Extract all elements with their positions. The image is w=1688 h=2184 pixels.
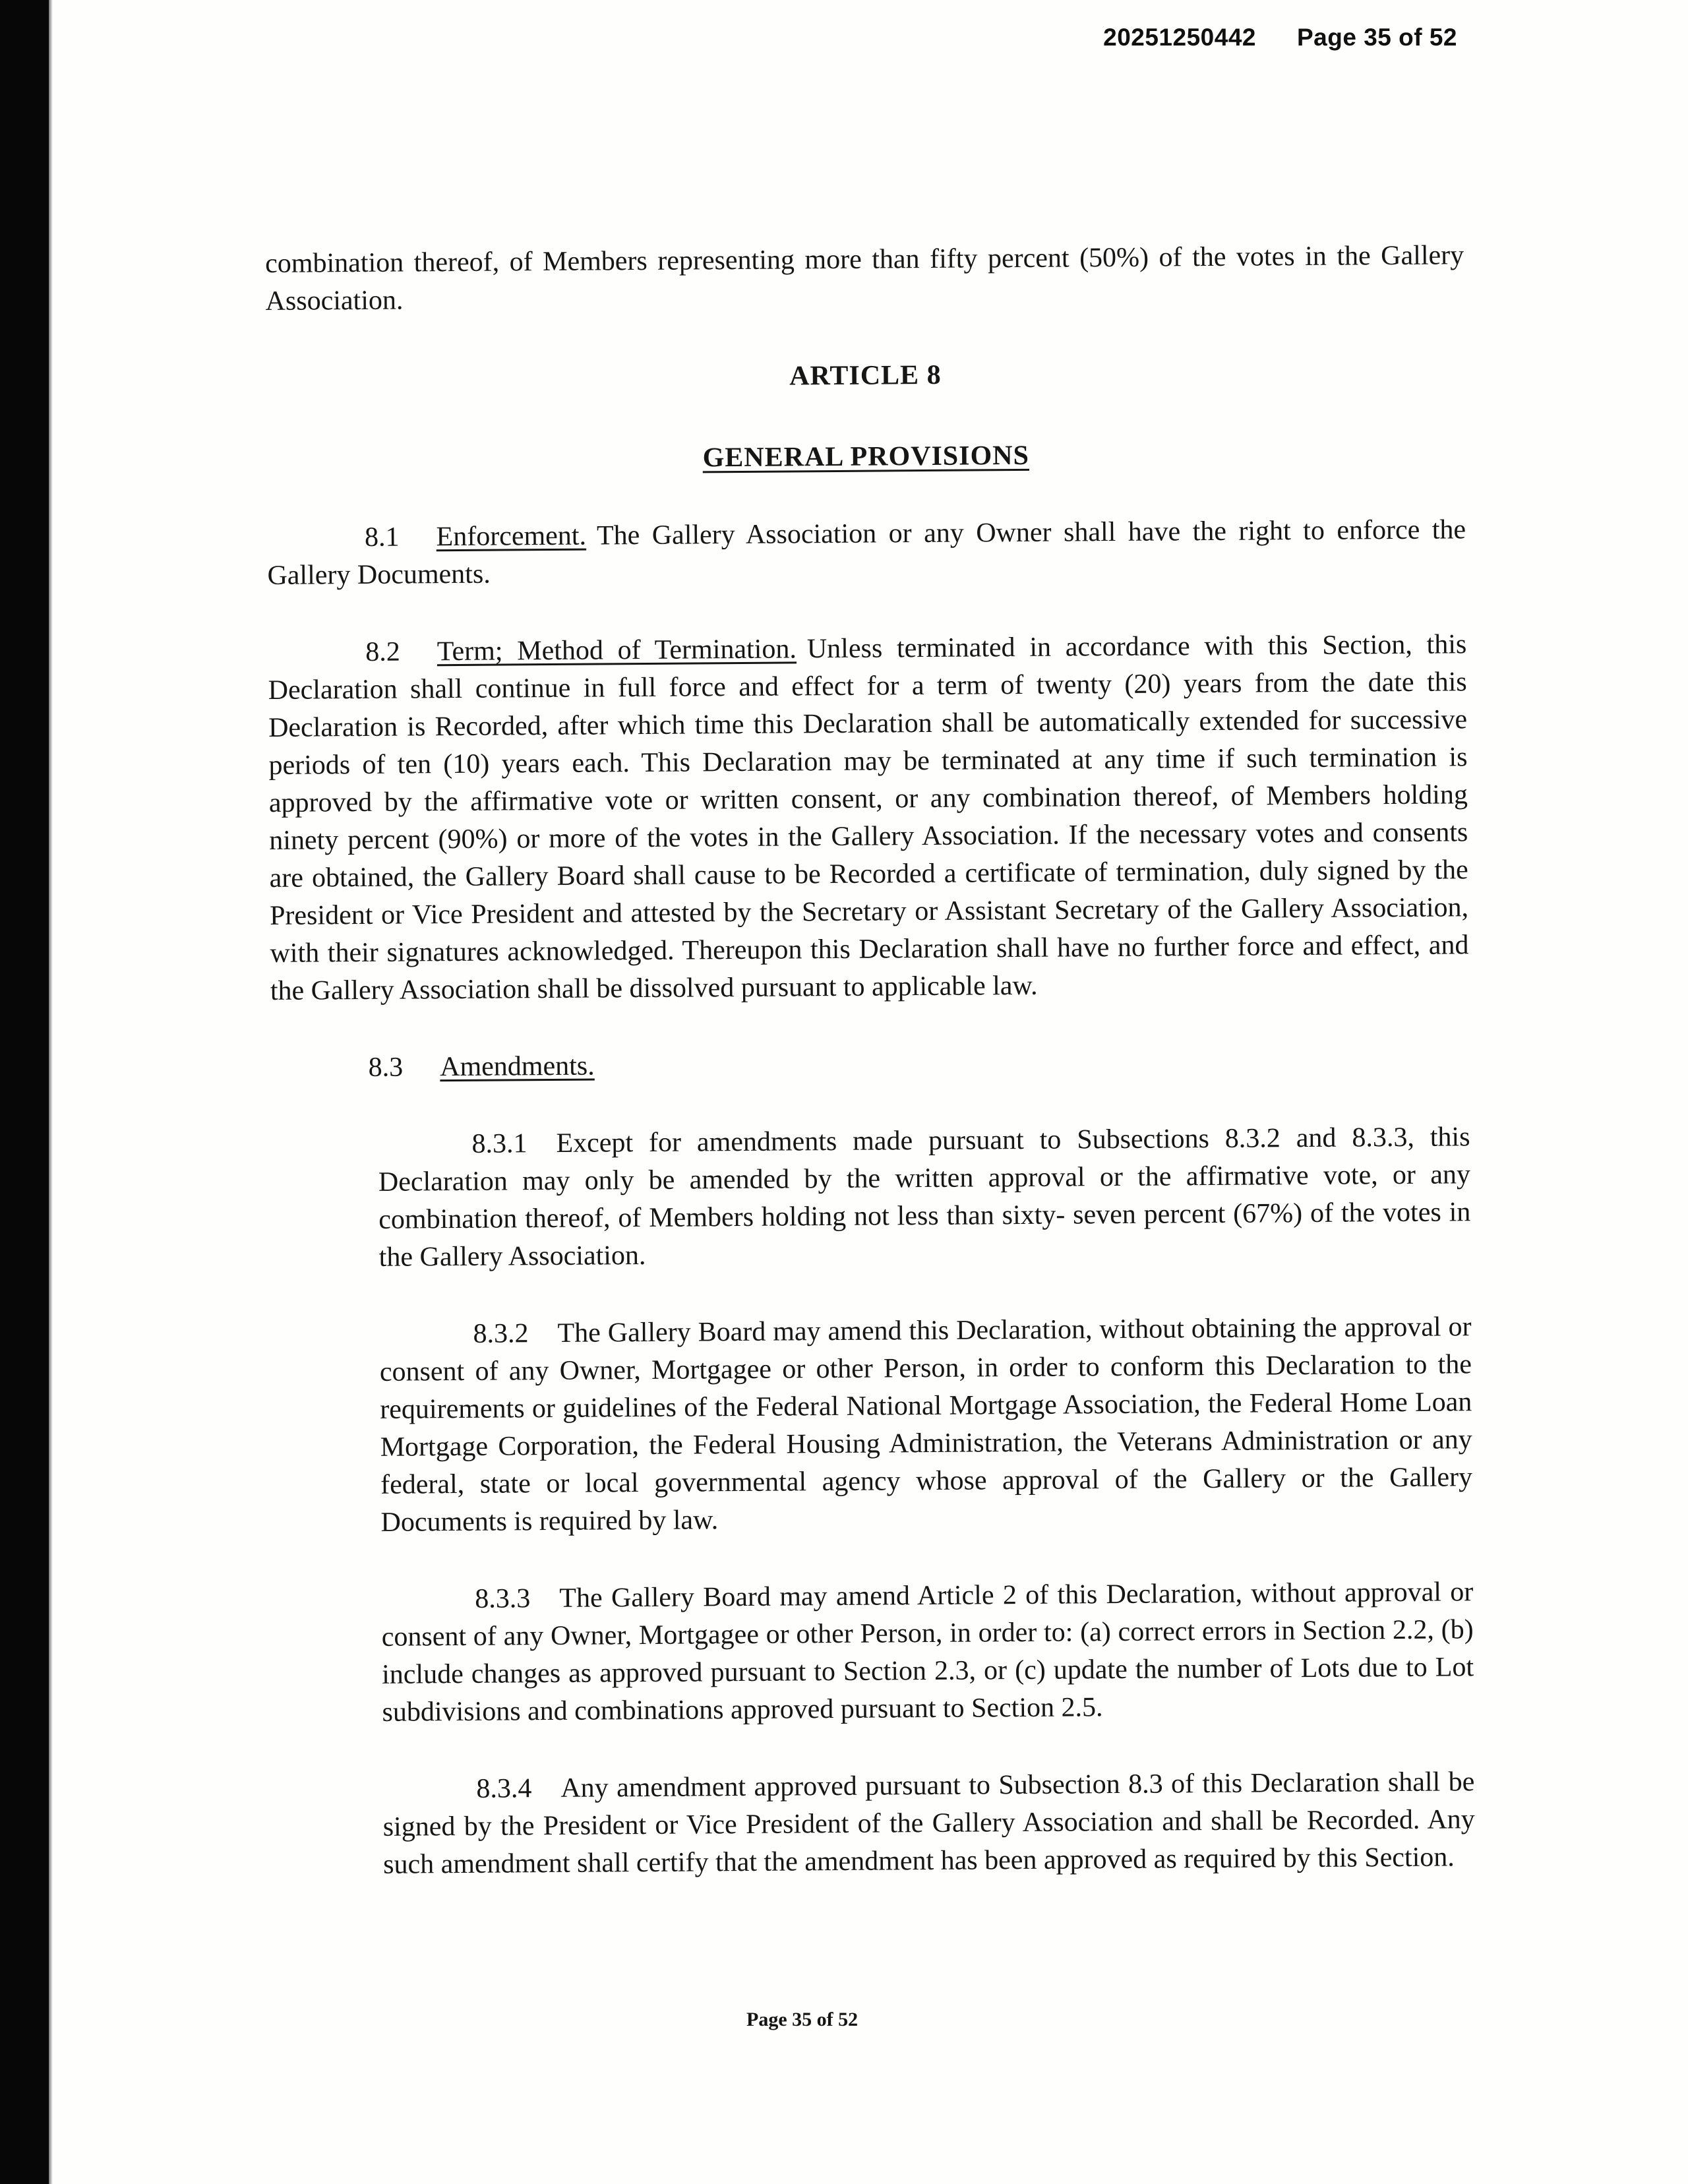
general-provisions-heading-text: GENERAL PROVISIONS bbox=[702, 440, 1030, 473]
section-8-3 bbox=[271, 1041, 1470, 1087]
scan-edge-artifact bbox=[0, 0, 49, 2184]
subsection-8-3-1 bbox=[378, 1118, 1471, 1277]
subsection-8-3-2 bbox=[379, 1308, 1472, 1542]
subsection-8-3-4-body: Any amendment approved pursuant to Subsection 8.3 of this Declaration shall be signed by the President or Vice President of the Gallery Association and shall be Recorded. Any such amendment shall certify that the amendment has been approved as required by this Section. bbox=[382, 1767, 1475, 1880]
section-8-2-title: Term; Method of Termination. bbox=[437, 634, 797, 667]
section-8-1-body: The Gallery Association or any Owner shall have the right to enforce the Gallery Documents. bbox=[267, 514, 1466, 591]
subsection-8-3-4-number: 8.3.4 bbox=[476, 1773, 532, 1804]
section-8-1-number: 8.1 bbox=[364, 522, 400, 553]
article-heading: ARTICLE 8 bbox=[789, 359, 942, 392]
section-8-2 bbox=[268, 626, 1469, 1010]
subsection-8-3-2-body: The Gallery Board may amend this Declaration, without obtaining the approval or consent of any Owner, Mortgagee or other Person, in order to conform this Declaration to the requirements or guidelines of the Federal National Mortgage Association, the Federal Home Loan Mortgage Corporation, the Federal Housing Administration, the Veterans Administration or any federal, state or local governmental agency whose approval of the Gallery or the Gallery Documents is required by law. bbox=[379, 1312, 1473, 1538]
subsection-8-3-3-number: 8.3.3 bbox=[475, 1583, 531, 1614]
subsection-8-3-4 bbox=[382, 1763, 1475, 1884]
section-8-1 bbox=[267, 511, 1466, 595]
continuation-paragraph: combination thereof, of Members representing more than fifty percent (50%) of the votes in the Gallery Association. bbox=[265, 240, 1464, 317]
section-8-1-title: Enforcement. bbox=[436, 520, 587, 553]
subsection-8-3-1-number: 8.3.1 bbox=[471, 1128, 528, 1159]
scan-edge-shadow bbox=[49, 0, 53, 2184]
document-number: 20251250442 bbox=[1103, 24, 1256, 51]
subsection-8-3-1-body: Except for amendments made pursuant to Subsections 8.3.2 and 8.3.3, this Declaration may only be amended by the written approval or the affirmative vote, or any combination thereof, of Members holding not less than sixty- seven percent (67%) of the votes in the Gallery Association. bbox=[378, 1122, 1471, 1273]
subsection-8-3-3-body: The Gallery Board may amend Article 2 of this Declaration, without approval or consent of any Owner, Mortgagee or other Person, in order to: (a) correct errors in Section 2.2, (b) include changes as approved pursuant to Section 2.3, or (c) update the number of Lots due to Lot subdivisions and combinations approved pursuant to Section 2.5. bbox=[381, 1577, 1474, 1728]
document-body bbox=[265, 237, 1475, 1885]
recording-header bbox=[1103, 24, 1457, 51]
page-indicator: Page 35 of 52 bbox=[1296, 24, 1457, 51]
section-8-3-title: Amendments. bbox=[440, 1050, 595, 1083]
section-8-3-number: 8.3 bbox=[368, 1052, 404, 1083]
section-8-2-number: 8.2 bbox=[365, 636, 400, 667]
footer-page-label: Page 35 of 52 bbox=[746, 2009, 859, 2030]
subsection-8-3-3 bbox=[381, 1573, 1474, 1732]
general-provisions-heading bbox=[266, 434, 1465, 480]
section-8-2-body: Unless terminated in accordance with this Section, this Declaration shall continue in full force and effect for a term of twenty (20) years from the date this Declaration is Recorded, after which time this Declaration shall be automatically extended for successive periods of ten (10) years each. This Declaration may be terminated at any time if such termination is approved by the affirmative vote or written consent, or any combination thereof, of Members holding ninety percent (90%) or more of the votes in the Gallery Association. If the necessary votes and consents are obtained, the Gallery Board shall cause to be Recorded a certificate of termination, duly signed by the President or Vice President and attested by the Secretary or Assistant Secretary of the Gallery Association, with their signatures acknowledged. Thereupon this Declaration shall have no further force and effect, and the Gallery Association shall be dissolved pursuant to applicable law. bbox=[268, 629, 1469, 1006]
subsection-8-3-2-number: 8.3.2 bbox=[473, 1318, 529, 1349]
